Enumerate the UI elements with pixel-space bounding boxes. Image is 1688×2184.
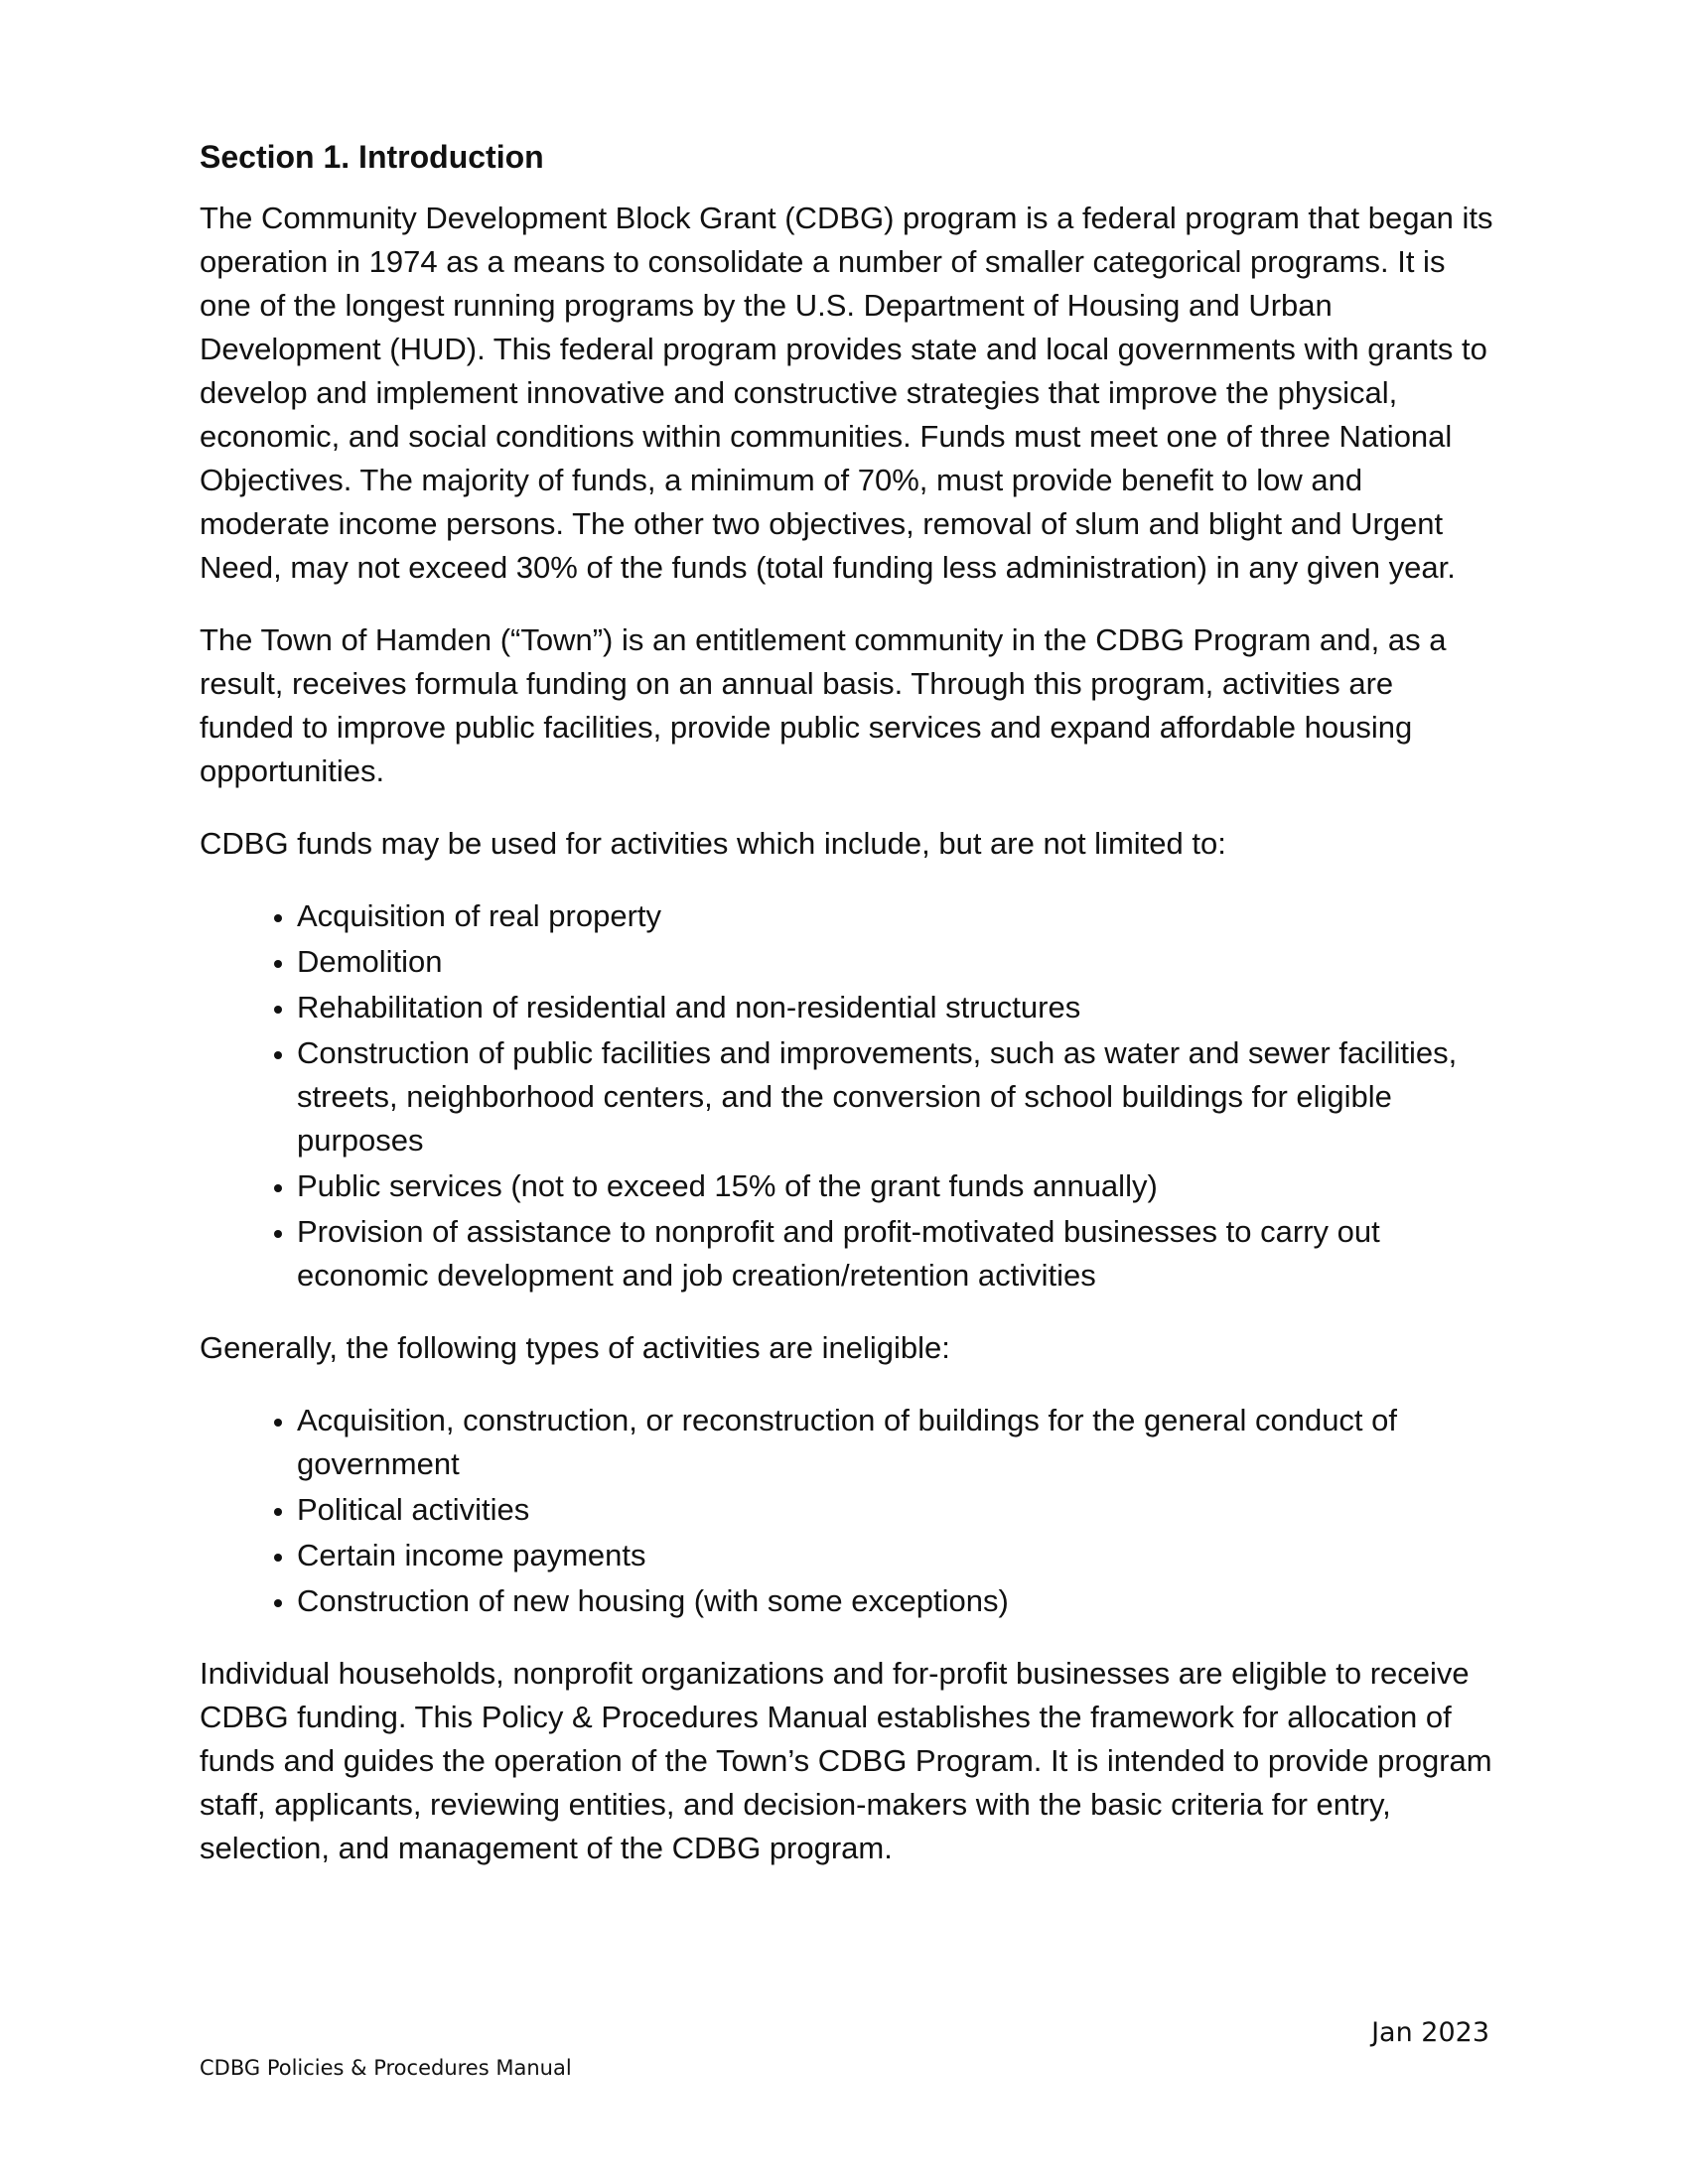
hamden-paragraph: The Town of Hamden (“Town”) is an entitlement community in the CDBG Program and, as a result, receives formula funding on an annual basis. Through this program, activities are funded to improve public facilities, provide public services and expand affordable housing opportunities.	[200, 622, 1447, 788]
eligible-activity-item: • Construction of public facilities and improvements, such as water and sewer facilities, streets, neighborhood centers, and the conversion of school buildings for eligible purposes	[297, 1031, 1495, 1162]
eligible-activity-item: • Acquisition of real property	[297, 894, 1495, 938]
ineligible-activity-item: • Political activities	[297, 1488, 1495, 1532]
eligible-activity-item: • Demolition	[297, 940, 1495, 984]
ineligible-activity-item: • Certain income payments	[297, 1534, 1495, 1577]
eligible-activity-item: • Public services (not to exceed 15% of the grant funds annually)	[297, 1164, 1495, 1208]
eligible-activities-list	[200, 894, 1495, 1297]
closing-paragraph: Individual households, nonprofit organizations and for-profit businesses are eligible to receive CDBG funding. This Policy & Procedures Manual establishes the framework for allocation of funds and guides the operation of the Town’s CDBG Program. It is intended to provide program staff, applicants, reviewing entities, and decision-makers with the basic criteria for entry, selection, and management of the CDBG program.	[200, 1656, 1492, 1865]
footer-manual-title: CDBG Policies & Procedures Manual	[200, 2056, 572, 2080]
footer-date: Jan 2023	[1371, 2017, 1489, 2048]
ineligible-activities-intro: Generally, the following types of activities are ineligible:	[200, 1330, 950, 1365]
ineligible-activity-item: • Construction of new housing (with some exceptions)	[297, 1579, 1495, 1623]
eligible-activities-intro: CDBG funds may be used for activities which include, but are not limited to:	[200, 826, 1226, 861]
page-content	[200, 135, 1495, 1899]
ineligible-activities-list	[200, 1399, 1495, 1623]
intro-paragraph: The Community Development Block Grant (CDBG) program is a federal program that began its operation in 1974 as a means to consolidate a number of smaller categorical programs. It is one of the longest running programs by the U.S. Department of Housing and Urban Development (HUD). This federal program provides state and local governments with grants to develop and implement innovative and constructive strategies that improve the physical, economic, and social conditions within communities. Funds must meet one of three National Objectives. The majority of funds, a minimum of 70%, must provide benefit to low and moderate income persons. The other two objectives, removal of slum and blight and Urgent Need, may not exceed 30% of the funds (total funding less administration) in any given year.	[200, 201, 1493, 585]
section-heading: Section 1. Introduction	[200, 139, 544, 175]
eligible-activity-item: • Provision of assistance to nonprofit and profit-motivated businesses to carry out economic development and job creation/retention activities	[297, 1210, 1495, 1297]
ineligible-activity-item: • Acquisition, construction, or reconstruction of buildings for the general conduct of government	[297, 1399, 1495, 1486]
eligible-activity-item: • Rehabilitation of residential and non-residential structures	[297, 986, 1495, 1029]
